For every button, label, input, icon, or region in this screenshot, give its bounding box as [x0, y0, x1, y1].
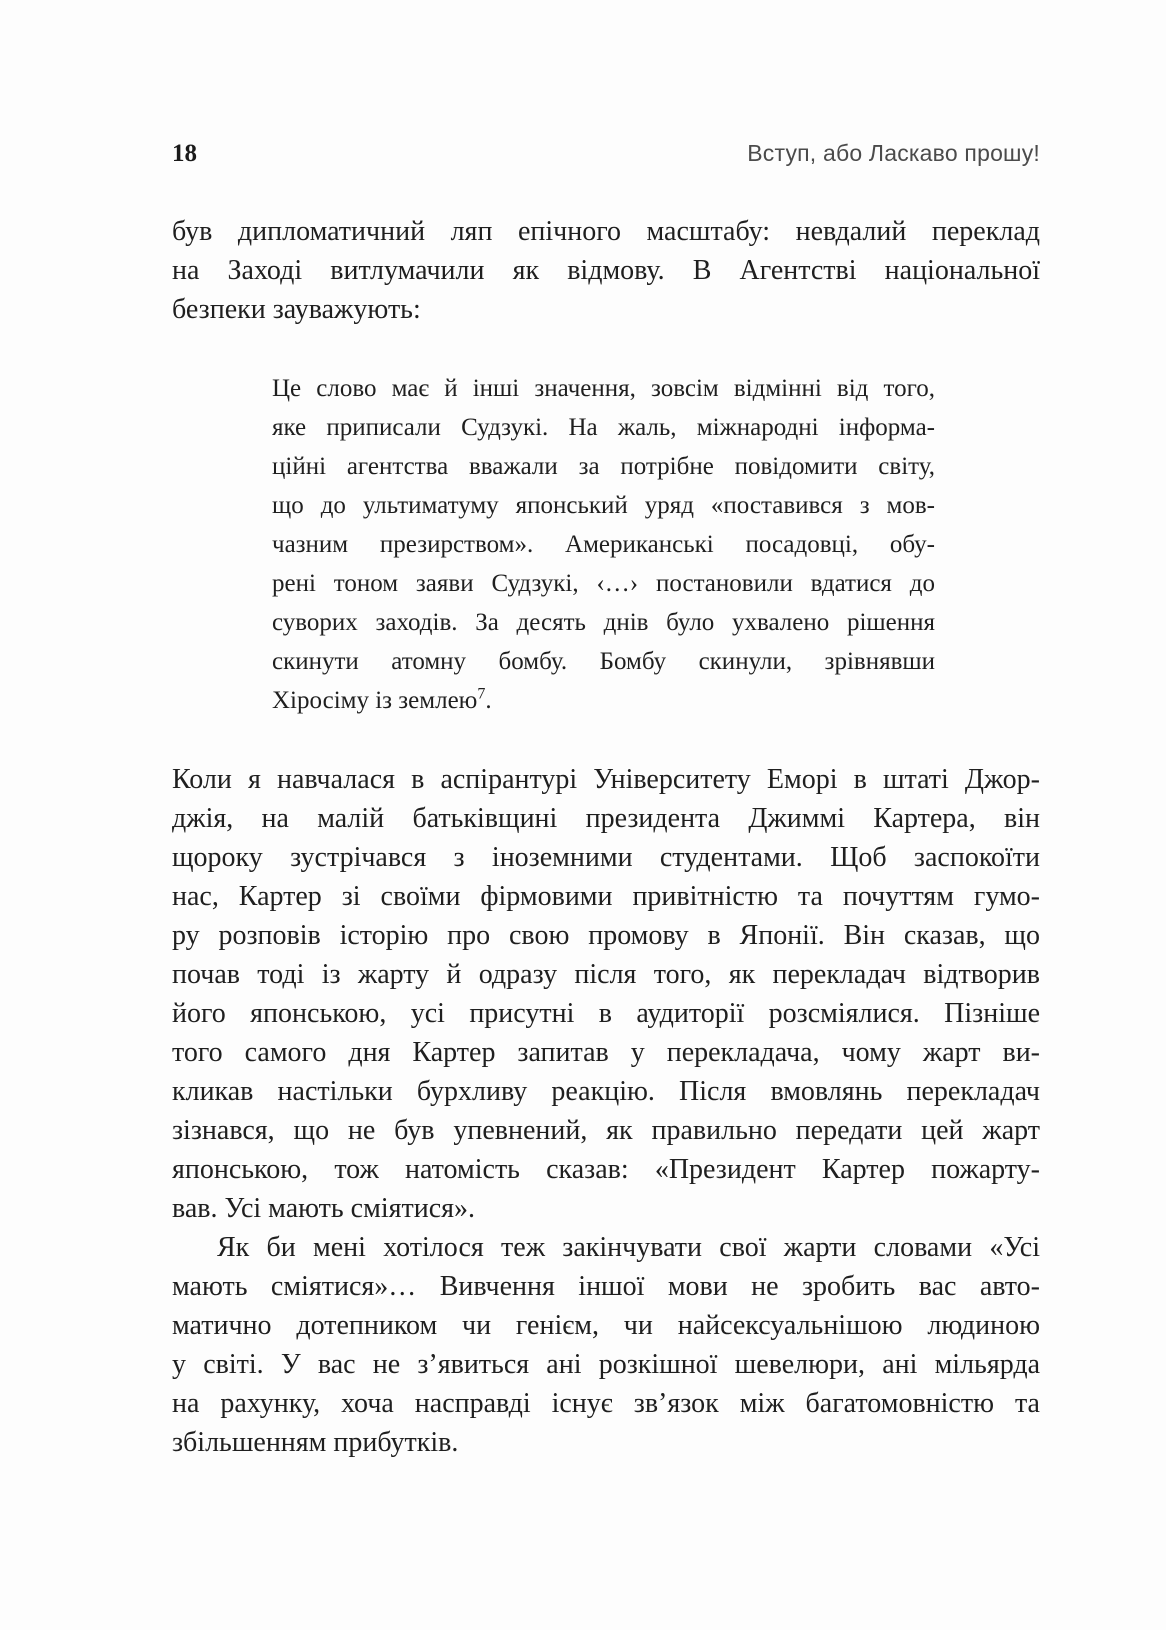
- paragraph-line: почав тоді із жарту й одразу після того, як перекладач відтворив: [172, 959, 1040, 990]
- paragraph-carter: [172, 760, 1040, 1228]
- running-header: [172, 140, 1040, 168]
- paragraph-line: щороку зустрічався з іноземними студентами. Щоб заспокоїти: [172, 842, 1040, 873]
- paragraph-line: кликав настільки бурхливу реакцію. Після вмовлянь перекладач: [172, 1076, 1040, 1107]
- page-number: 18: [172, 140, 197, 167]
- paragraph-line: джія, на малій батьківщині президента Джиммі Картера, він: [172, 803, 1040, 834]
- blockquote-line: скинути атомну бомбу. Бомбу скинули, зрівнявши: [272, 648, 935, 675]
- paragraph-line: ру розповів історію про свою промову в Японії. Він сказав, що: [172, 920, 1040, 951]
- paragraph-line: матично дотепником чи генієм, чи найсексуальнішою людиною: [172, 1310, 1040, 1341]
- paragraph-line: був дипломатичний ляп епічного масштабу: невдалий переклад: [172, 216, 1040, 247]
- blockquote-line: яке приписали Судзукі. На жаль, міжнародні інформа-: [272, 414, 935, 441]
- blockquote-line: Це слово має й інші значення, зовсім відмінні від того,: [272, 375, 935, 402]
- blockquote-line: що до ультиматуму японський уряд «поставився з мов-: [272, 492, 935, 519]
- paragraph-wish: [172, 1228, 1040, 1462]
- paragraph-line: мають сміятися»… Вивчення іншої мови не зробить вас авто-: [172, 1271, 1040, 1302]
- blockquote: [272, 369, 935, 720]
- paragraph-line: японською, тож натомість сказав: «Президент Картер пожарту-: [172, 1154, 1040, 1185]
- blockquote-last-period: .: [485, 687, 492, 714]
- running-title: Вступ, або Ласкаво прошу!: [747, 140, 1040, 166]
- footnote-marker: 7: [477, 685, 486, 703]
- blockquote-line: рені тоном заяви Судзукі, ‹…› постановили вдатися до: [272, 570, 935, 597]
- page-content: [172, 212, 1040, 1462]
- paragraph-line: на рахунку, хоча насправді існує зв’язок між багатомовністю та: [172, 1388, 1040, 1419]
- blockquote-line: ційні агентства вважали за потрібне повідомити світу,: [272, 453, 935, 480]
- paragraph-line: Коли я навчалася в аспірантурі Університету Еморі в штаті Джор-: [172, 764, 1040, 795]
- paragraph-line: його японською, усі присутні в аудиторії розсміялися. Пізніше: [172, 998, 1040, 1029]
- blockquote-line: чазним презирством». Американські посадовці, обу-: [272, 531, 935, 558]
- blockquote-line: суворих заходів. За десять днів було ухвалено рішення: [272, 609, 935, 636]
- paragraph-intro: [172, 212, 1040, 329]
- paragraph-line: збільшенням прибутків.: [172, 1427, 459, 1458]
- paragraph-line: нас, Картер зі своїми фірмовими привітністю та почуттям гумо-: [172, 881, 1040, 912]
- paragraph-line: вав. Усі мають сміятися».: [172, 1193, 476, 1224]
- paragraph-line: того самого дня Картер запитав у перекладача, чому жарт ви-: [172, 1037, 1040, 1068]
- paragraph-line: безпеки зауважують:: [172, 294, 421, 325]
- paragraph-line: Як би мені хотілося теж закінчувати свої жарти словами «Усі: [217, 1232, 1040, 1263]
- paragraph-line: на Заході витлумачили як відмову. В Агентстві національної: [172, 255, 1040, 286]
- paragraph-line: зізнався, що не був упевнений, як правильно передати цей жарт: [172, 1115, 1040, 1146]
- blockquote-last-line: [272, 681, 935, 720]
- blockquote-last-text: Хіросіму із землею: [272, 687, 478, 714]
- paragraph-line: у світі. У вас не з’явиться ані розкішної шевелюри, ані мільярда: [172, 1349, 1040, 1380]
